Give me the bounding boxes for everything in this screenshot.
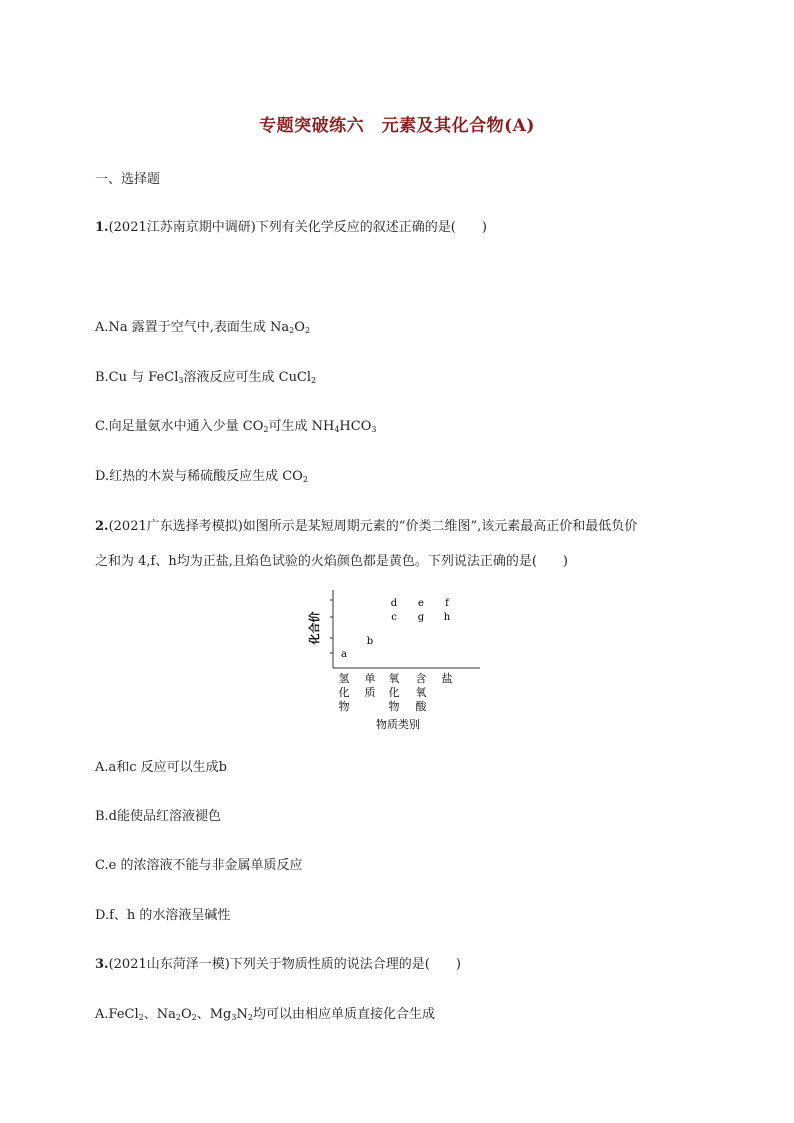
q1-option-b: B.Cu 与 FeCl$_3$溶液反应可生成 CuCl$_2$ [95, 370, 317, 385]
q3-option-a: A.FeCl$_2$、$Na_2O_2$、$Mg_3N_2$均可以由相应单质直接化合生成 [95, 1007, 435, 1022]
question-3-number: 3. [95, 957, 109, 972]
point-f: f [445, 598, 449, 609]
point-c: c [391, 612, 397, 623]
point-h: h [443, 612, 451, 623]
q2-option-c: C.e 的浓溶液不能与非金属单质反应 [95, 858, 303, 873]
q2-option-d: D.f、h 的水溶液呈碱性 [95, 908, 231, 923]
question-2-stem-line1: (2021广东选择考模拟)如图所示是某短周期元素的“价类二维图”,该元素最高正价和最低负价 [108, 519, 638, 534]
q1-option-c: C.向足量氨水中通入少量 $CO_2$可生成 $NH_4HCO_3$ [95, 419, 377, 434]
point-g: g [417, 612, 425, 623]
question-1-stem: (2021江苏南京期中调研)下列有关化学反应的叙述正确的是( ) [108, 220, 487, 235]
q2-option-a: A.a和c 反应可以生成b [95, 760, 228, 775]
x-tick-label: 氢化物 [338, 672, 350, 713]
q2-option-b: B.d能使品红溶液褪色 [95, 809, 222, 824]
x-tick-label: 单质 [364, 672, 376, 699]
q1-option-a: A.Na 露置于空气中,表面生成 $Na_2O_2$ [95, 320, 311, 335]
x-axis-label: 物质类别 [376, 718, 420, 731]
point-b: b [366, 636, 374, 647]
section-heading: 一、选择题 [95, 172, 161, 187]
point-d: d [390, 598, 398, 609]
question-2 [95, 515, 637, 534]
question-3-stem: (2021山东菏泽一模)下列关于物质性质的说法合理的是( ) [108, 957, 461, 972]
question-3 [95, 953, 461, 972]
question-1 [95, 216, 487, 235]
q1-option-d: D.红热的木炭与稀硫酸反应生成 $CO_2$ [95, 469, 308, 484]
x-tick-label: 氧化物 [388, 672, 400, 713]
y-axis-label [307, 612, 321, 646]
svg-text:化合价: 化合价 [308, 611, 321, 645]
page-title: 专题突破练六 元素及其化合物(A) [259, 116, 535, 136]
question-2-stem-line2: 之和为 4,f、h均为正盐,且焰色试验的火焰颜色都是黄色。下列说法正确的是( ) [95, 554, 568, 569]
point-e: e [418, 598, 424, 609]
x-tick-label: 含氧酸 [415, 672, 427, 713]
question-2-number: 2. [95, 519, 109, 534]
question-1-number: 1. [95, 220, 109, 235]
x-tick-label: 盐 [441, 672, 453, 685]
point-a: a [341, 649, 347, 660]
valence-class-diagram [300, 586, 500, 736]
